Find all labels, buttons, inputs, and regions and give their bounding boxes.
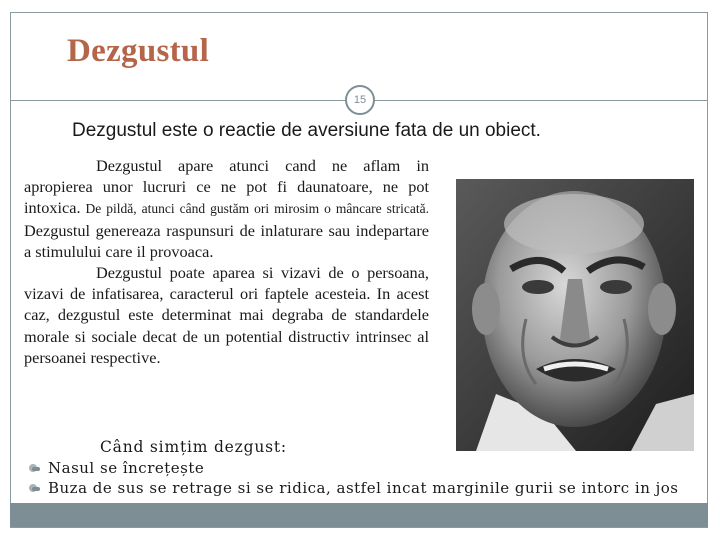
page-number-badge: 15 (345, 85, 375, 115)
list-item (28, 478, 679, 498)
paragraph-2: Dezgustul poate aparea si vizavi de o persoana, vizavi de infatisarea, caracterul ori faptele acesteia. In acest caz, dezgustul este determinat mai degraba de standardele morale si sociale decat de un potential distructiv intrinsec al persoanei respective. (24, 263, 429, 367)
bullet-text: Nasul se încrețește (48, 459, 205, 477)
bullet-icon (28, 463, 40, 473)
paragraph-1 (24, 155, 429, 262)
bullet-list (28, 458, 679, 498)
slide-title: Dezgustul (67, 33, 210, 69)
body-text (24, 155, 429, 368)
bullet-text: Buza de sus se retrage si se ridica, astfel incat marginile gurii se intorc in jos (48, 479, 679, 497)
sensing-line: Când simțim dezgust: (100, 438, 287, 456)
paragraph-1-example: De pildă, atunci când gustăm ori mirosim o mâncare stricată. (80, 201, 429, 217)
paragraph-1-part-a: Dezgustul apare atunci cand ne aflam in apropierea unor lucruri ce ne pot fi daunatoare, ne pot intoxica. (24, 156, 429, 218)
list-item (28, 458, 679, 478)
footer-bar (10, 503, 708, 527)
face-illustration (456, 179, 694, 451)
disgust-face-photo (456, 179, 694, 451)
lead-sentence: Dezgustul este o reactie de aversiune fata de un obiect. (72, 120, 541, 141)
bullet-icon (28, 483, 40, 493)
paragraph-1-part-c: Dezgustul genereaza raspunsuri de inlaturare sau indepartare a stimulului care il provoaca. (24, 220, 429, 261)
